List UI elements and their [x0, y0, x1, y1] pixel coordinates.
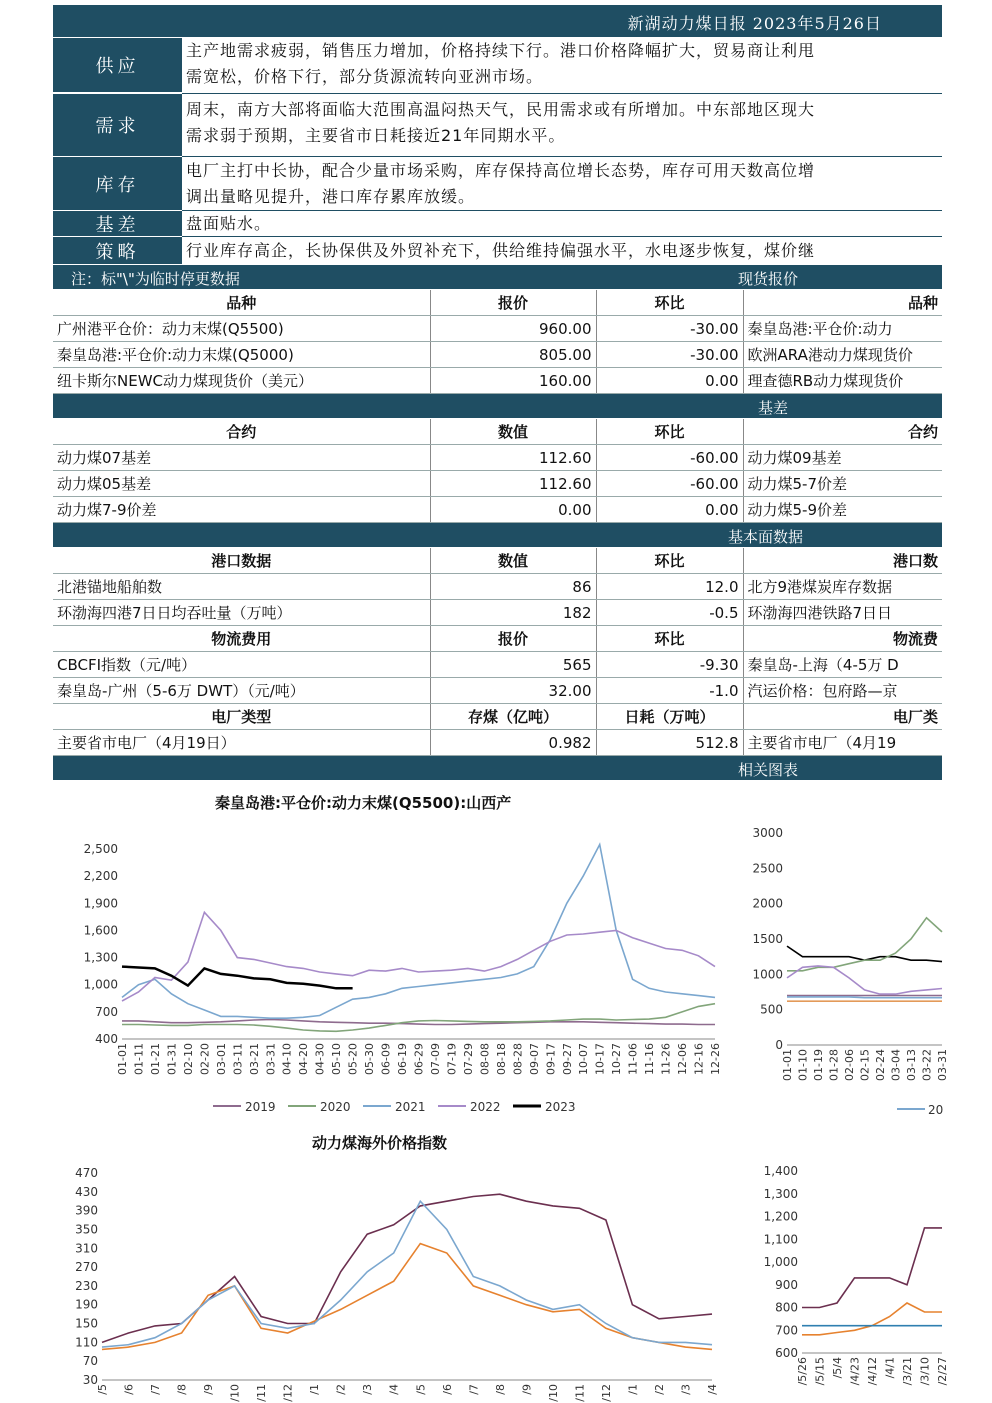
col-header: 日耗（万吨）	[596, 704, 743, 730]
y-tick-label: 2,500	[83, 842, 118, 856]
series-line-e6822f	[102, 1244, 712, 1350]
x-tick-label: /10	[228, 1384, 242, 1402]
y-tick-label: 3000	[752, 826, 783, 840]
table-row	[53, 497, 942, 523]
spot-name: 纽卡斯尔NEWC动力煤现货价（美元）	[53, 368, 430, 394]
x-tick-label: 03-04	[889, 1049, 903, 1081]
y-tick-label: 430	[75, 1184, 98, 1199]
table-row	[53, 678, 942, 704]
y-tick-label: 1000	[752, 967, 783, 982]
series-line-6b2f4f	[802, 1228, 942, 1308]
summary-label-strategy: 策略	[53, 237, 182, 264]
col-header: 电厂类	[743, 704, 942, 730]
logistics-change: -1.0	[596, 678, 743, 704]
logistics-name: 秦皇岛-广州（5-6万 DWT）（元/吨）	[53, 678, 430, 704]
summary-text-strategy	[186, 238, 942, 264]
y-tick-label: 1,400	[763, 1164, 798, 1178]
x-tick-label: 03-31	[264, 1043, 278, 1075]
fundamentals-table	[53, 548, 942, 756]
col-header: 存煤（亿吨）	[430, 704, 596, 730]
y-tick-label: 1,300	[83, 950, 118, 965]
basis-value: 112.60	[430, 445, 596, 471]
y-tick-label: 700	[95, 1004, 118, 1019]
x-tick-label: /12	[281, 1384, 295, 1402]
x-tick-label: 03-21	[247, 1043, 261, 1075]
x-tick-label: 01-28	[827, 1049, 841, 1081]
x-tick-label: 02-10	[181, 1043, 195, 1075]
y-tick-label: 230	[75, 1278, 98, 1293]
summary-label-supply: 供应	[53, 38, 182, 92]
x-tick-label: 06-09	[379, 1043, 393, 1075]
plant-consumption: 512.8	[596, 730, 743, 756]
port-change: -0.5	[596, 600, 743, 626]
legend-label: 2021	[395, 1100, 426, 1114]
x-tick-label: 09-07	[527, 1043, 541, 1075]
col-header: 数值	[430, 548, 596, 574]
summary-line: 电厂主打中长协，配合少量市场采购，库存保持高位增长态势，库存可用天数高位增	[186, 161, 816, 180]
x-tick-label: 09-27	[560, 1043, 574, 1075]
x-tick-label: /5	[414, 1384, 428, 1395]
x-tick-label: /5/15	[813, 1357, 827, 1386]
chart-title-overseas: 动力煤海外价格指数	[312, 1134, 448, 1152]
summary-line: 周末，南方大部将面临大范围高温闷热天气，民用需求或有所增加。中东部地区现大	[186, 100, 816, 119]
basis-section-title: 基差	[758, 399, 789, 417]
x-tick-label: /4	[387, 1384, 401, 1395]
charts-section-band	[53, 756, 942, 780]
y-tick-label: 390	[75, 1203, 98, 1218]
summary-line: 需求弱于预期，主要省市日耗接近21年同期水平。	[186, 126, 566, 145]
table-row	[53, 316, 942, 342]
x-tick-label: /7	[149, 1384, 163, 1395]
y-tick-label: 70	[82, 1354, 98, 1369]
x-tick-label: /5/4	[831, 1357, 844, 1379]
y-tick-label: 700	[775, 1323, 798, 1338]
summary-line: 行业库存高企，长协保供及外贸补充下，供给维持偏强水平，水电逐步恢复，煤价继	[186, 241, 816, 260]
x-tick-label: /6	[440, 1384, 454, 1395]
table-row	[53, 574, 942, 600]
y-tick-label: 900	[775, 1277, 798, 1292]
spot-price: 805.00	[430, 342, 596, 368]
x-tick-label: /4/23	[848, 1357, 862, 1386]
logistics-change: -9.30	[596, 652, 743, 678]
x-tick-label: 11-26	[659, 1043, 673, 1075]
x-tick-label: /5	[96, 1384, 109, 1395]
series-line-82a57a	[787, 918, 942, 971]
x-tick-label: /1	[626, 1384, 640, 1395]
note-text: 注：标"\"为临时停更数据	[71, 270, 240, 288]
summary-text-inventory	[186, 158, 942, 210]
table-header-row	[53, 419, 942, 445]
x-tick-label: /6	[122, 1384, 136, 1395]
y-tick-label: 0	[775, 1038, 783, 1052]
table-row	[53, 652, 942, 678]
port-name: 北港锚地船舶数	[53, 574, 430, 600]
x-tick-label: 01-01	[781, 1049, 794, 1081]
col-header: 环比	[596, 290, 743, 316]
port-value: 182	[430, 600, 596, 626]
x-tick-label: /11	[573, 1384, 587, 1402]
x-tick-label: /8	[175, 1384, 189, 1395]
legend-label: 20	[928, 1103, 944, 1117]
basis-change: -60.00	[596, 471, 743, 497]
x-tick-label: 12-16	[692, 1043, 706, 1075]
fundamentals-section-band	[53, 523, 942, 547]
spot-section-title: 现货报价	[738, 270, 799, 288]
x-tick-label: /4/12	[866, 1357, 879, 1386]
x-tick-label: 07-29	[461, 1043, 475, 1075]
y-tick-label: 1,600	[83, 923, 118, 938]
basis-value: 112.60	[430, 471, 596, 497]
x-tick-label: 07-19	[445, 1043, 459, 1075]
y-tick-label: 800	[775, 1300, 798, 1315]
y-tick-label: 500	[760, 1002, 783, 1017]
plant-stock: 0.982	[430, 730, 596, 756]
logistics-name: CBCFI指数（元/吨）	[53, 652, 430, 678]
y-tick-label: 1,000	[83, 977, 118, 992]
col-header: 环比	[596, 548, 743, 574]
x-tick-label: 03-01	[214, 1043, 228, 1075]
logistics-value: 565	[430, 652, 596, 678]
x-tick-label: 02-24	[874, 1049, 887, 1081]
x-tick-label: 04-10	[280, 1043, 294, 1075]
x-tick-label: 07-09	[428, 1043, 442, 1075]
x-tick-label: 08-28	[511, 1043, 525, 1075]
x-tick-label: 05-10	[330, 1043, 344, 1075]
x-tick-label: 09-17	[544, 1043, 558, 1075]
y-tick-label: 1,200	[763, 1209, 798, 1224]
col-header: 数值	[430, 419, 596, 445]
summary-line: 需宽松，价格下行，部分货源流转向亚洲市场。	[186, 67, 544, 86]
x-tick-label: /3/21	[901, 1357, 914, 1386]
charts-area	[0, 782, 992, 1403]
legend-label: 2020	[320, 1100, 351, 1114]
y-tick-label: 270	[75, 1260, 98, 1275]
y-tick-label: 1,000	[763, 1255, 798, 1269]
table-header-row	[53, 290, 942, 316]
table-row	[53, 600, 942, 626]
summary-text-demand	[186, 97, 942, 153]
series-line-7ba7cf	[102, 1201, 712, 1347]
fundamentals-section-title: 基本面数据	[728, 528, 804, 546]
x-tick-label: 01-21	[148, 1043, 162, 1075]
x-tick-label: /10	[546, 1384, 560, 1402]
x-tick-label: 01-10	[796, 1049, 810, 1081]
summary-line: 主产地需求疲弱，销售压力增加，价格持续下行。港口价格降幅扩大，贸易商让利甩	[186, 41, 816, 60]
logistics-name: 汽运价格：包府路—京	[743, 678, 942, 704]
table-row	[53, 368, 942, 394]
y-tick-label: 1500	[752, 932, 783, 946]
y-tick-label: 1,900	[83, 896, 118, 911]
series-line-e6822f	[802, 1303, 942, 1335]
y-tick-label: 2,200	[83, 869, 118, 884]
col-header: 港口数据	[53, 548, 430, 574]
basis-value: 0.00	[430, 497, 596, 523]
spot-name: 广州港平仓价：动力末煤(Q5500)	[53, 316, 430, 342]
spot-section-band	[53, 265, 942, 289]
col-header: 港口数	[743, 548, 942, 574]
table-row	[53, 342, 942, 368]
series-line-a68ac9	[787, 966, 942, 994]
x-tick-label: /3	[361, 1384, 375, 1395]
legend-label: 2023	[545, 1100, 576, 1114]
chart-title-qhd: 秦皇岛港:平仓价:动力末煤(Q5500):山西产	[215, 794, 512, 812]
x-tick-label: /5/26	[796, 1357, 809, 1386]
x-tick-label: /8	[493, 1384, 507, 1395]
col-header: 环比	[596, 419, 743, 445]
port-name: 环渤海四港铁路7日日	[743, 600, 942, 626]
report-title-bar	[53, 5, 942, 37]
basis-name: 动力煤5-9价差	[743, 497, 942, 523]
spot-name: 秦皇岛港:平仓价:动力末煤(Q5000)	[53, 342, 430, 368]
table-row	[53, 445, 942, 471]
basis-name: 动力煤07基差	[53, 445, 430, 471]
basis-table	[53, 419, 942, 523]
basis-name: 动力煤09基差	[743, 445, 942, 471]
x-tick-label: 10-07	[577, 1043, 591, 1075]
x-tick-label: /1	[308, 1384, 322, 1395]
y-tick-label: 2500	[752, 861, 783, 876]
x-tick-label: 06-29	[412, 1043, 426, 1075]
table-header-row	[53, 626, 942, 652]
table-row	[53, 730, 942, 756]
basis-name: 动力煤7-9价差	[53, 497, 430, 523]
spot-name: 欧洲ARA港动力煤现货价	[743, 342, 942, 368]
y-tick-label: 2000	[752, 896, 783, 911]
series-line-6b2f4f	[102, 1194, 712, 1342]
x-tick-label: 01-01	[116, 1043, 129, 1075]
x-tick-label: /2	[652, 1384, 666, 1395]
y-tick-label: 150	[75, 1316, 98, 1331]
series-line-7ba7cf	[787, 997, 942, 998]
spot-name: 秦皇岛港:平仓价:动力	[743, 316, 942, 342]
spot-change: -30.00	[596, 342, 743, 368]
logistics-value: 32.00	[430, 678, 596, 704]
port-change: 12.0	[596, 574, 743, 600]
y-tick-label: 110	[75, 1335, 98, 1350]
summary-line: 盘面贴水。	[186, 214, 272, 233]
x-tick-label: 10-17	[593, 1043, 607, 1075]
x-tick-label: /9	[202, 1384, 216, 1395]
x-tick-label: 08-18	[494, 1043, 508, 1075]
charts-section-title: 相关图表	[738, 761, 799, 779]
basis-change: 0.00	[596, 497, 743, 523]
basis-name: 动力煤05基差	[53, 471, 430, 497]
summary-line: 调出量略见提升，港口库存累库放缓。	[186, 187, 476, 206]
y-tick-label: 1,300	[763, 1186, 798, 1201]
col-header: 环比	[596, 626, 743, 652]
spot-price: 160.00	[430, 368, 596, 394]
col-header: 报价	[430, 290, 596, 316]
series-line-2022	[122, 912, 715, 1001]
x-tick-label: 06-19	[396, 1043, 410, 1075]
col-header: 品种	[53, 290, 430, 316]
x-tick-label: 04-30	[313, 1043, 327, 1075]
x-tick-label: 01-19	[812, 1049, 825, 1081]
summary-text-basis	[186, 211, 942, 236]
y-tick-label: 350	[75, 1222, 98, 1237]
y-tick-label: 470	[75, 1166, 98, 1180]
col-header: 品种	[743, 290, 942, 316]
basis-section-band	[53, 394, 942, 418]
x-tick-label: 12-06	[676, 1043, 690, 1075]
plant-name: 主要省市电厂（4月19日）	[53, 730, 430, 756]
spot-change: 0.00	[596, 368, 743, 394]
x-tick-label: 08-08	[478, 1043, 492, 1075]
x-tick-label: 12-26	[709, 1043, 722, 1075]
x-tick-label: /12	[599, 1384, 613, 1402]
col-header: 电厂类型	[53, 704, 430, 730]
x-tick-label: 04-20	[297, 1043, 311, 1075]
table-row	[53, 471, 942, 497]
x-tick-label: /2	[334, 1384, 348, 1395]
spot-name: 理查德RB动力煤现货价	[743, 368, 942, 394]
x-tick-label: /7	[467, 1384, 481, 1395]
y-tick-label: 1,100	[763, 1232, 798, 1247]
table-header-row	[53, 548, 942, 574]
series-line-2021	[122, 845, 715, 1019]
col-header: 合约	[53, 419, 430, 445]
x-tick-label: /3/10	[918, 1357, 932, 1386]
x-tick-label: 01-31	[165, 1043, 179, 1075]
col-header: 物流费	[743, 626, 942, 652]
x-tick-label: 01-11	[132, 1043, 146, 1075]
summary-label-basis: 基差	[53, 211, 182, 236]
spot-price: 960.00	[430, 316, 596, 342]
summary-text-supply	[186, 38, 942, 92]
x-tick-label: 02-06	[843, 1049, 856, 1081]
x-tick-label: 10-27	[610, 1043, 624, 1075]
x-tick-label: /2/27	[936, 1357, 949, 1386]
logistics-name: 秦皇岛-上海（4-5万 D	[743, 652, 942, 678]
port-name: 北方9港煤炭库存数据	[743, 574, 942, 600]
col-header: 物流费用	[53, 626, 430, 652]
legend-label: 2022	[470, 1100, 501, 1114]
x-tick-label: 05-30	[363, 1043, 377, 1075]
y-tick-label: 310	[75, 1241, 98, 1256]
legend-label: 2019	[245, 1100, 276, 1114]
x-tick-label: 11-06	[626, 1043, 640, 1075]
x-tick-label: 03-11	[231, 1043, 245, 1075]
summary-label-inventory: 库存	[53, 157, 182, 210]
col-header: 报价	[430, 626, 596, 652]
x-tick-label: /9	[520, 1384, 534, 1395]
x-tick-label: /4	[706, 1384, 719, 1395]
x-tick-label: 03-22	[920, 1049, 934, 1081]
y-tick-label: 30	[82, 1373, 98, 1387]
x-tick-label: /11	[255, 1384, 269, 1402]
x-tick-label: 11-16	[643, 1043, 657, 1075]
summary-label-demand: 需求	[53, 94, 182, 156]
report-title: 新湖动力煤日报 2023年5月26日	[627, 14, 882, 33]
col-header: 合约	[743, 419, 942, 445]
x-tick-label: 03-13	[905, 1049, 918, 1081]
basis-change: -60.00	[596, 445, 743, 471]
basis-name: 动力煤5-7价差	[743, 471, 942, 497]
x-tick-label: 05-20	[346, 1043, 360, 1075]
y-tick-label: 400	[95, 1032, 118, 1046]
port-name: 环渤海四港7日日均吞吐量（万吨）	[53, 600, 430, 626]
x-tick-label: 02-20	[198, 1043, 212, 1075]
spot-table	[53, 290, 942, 394]
port-value: 86	[430, 574, 596, 600]
y-tick-label: 190	[75, 1297, 98, 1312]
x-tick-label: /3	[679, 1384, 693, 1395]
x-tick-label: /4/1	[883, 1357, 897, 1379]
series-line-2020	[122, 1004, 715, 1032]
x-tick-label: 03-31	[936, 1049, 949, 1081]
plant-name: 主要省市电厂（4月19	[743, 730, 942, 756]
x-tick-label: 02-15	[858, 1049, 872, 1081]
y-tick-label: 600	[775, 1346, 798, 1360]
spot-change: -30.00	[596, 316, 743, 342]
table-header-row	[53, 704, 942, 730]
series-line-000000	[787, 946, 942, 962]
